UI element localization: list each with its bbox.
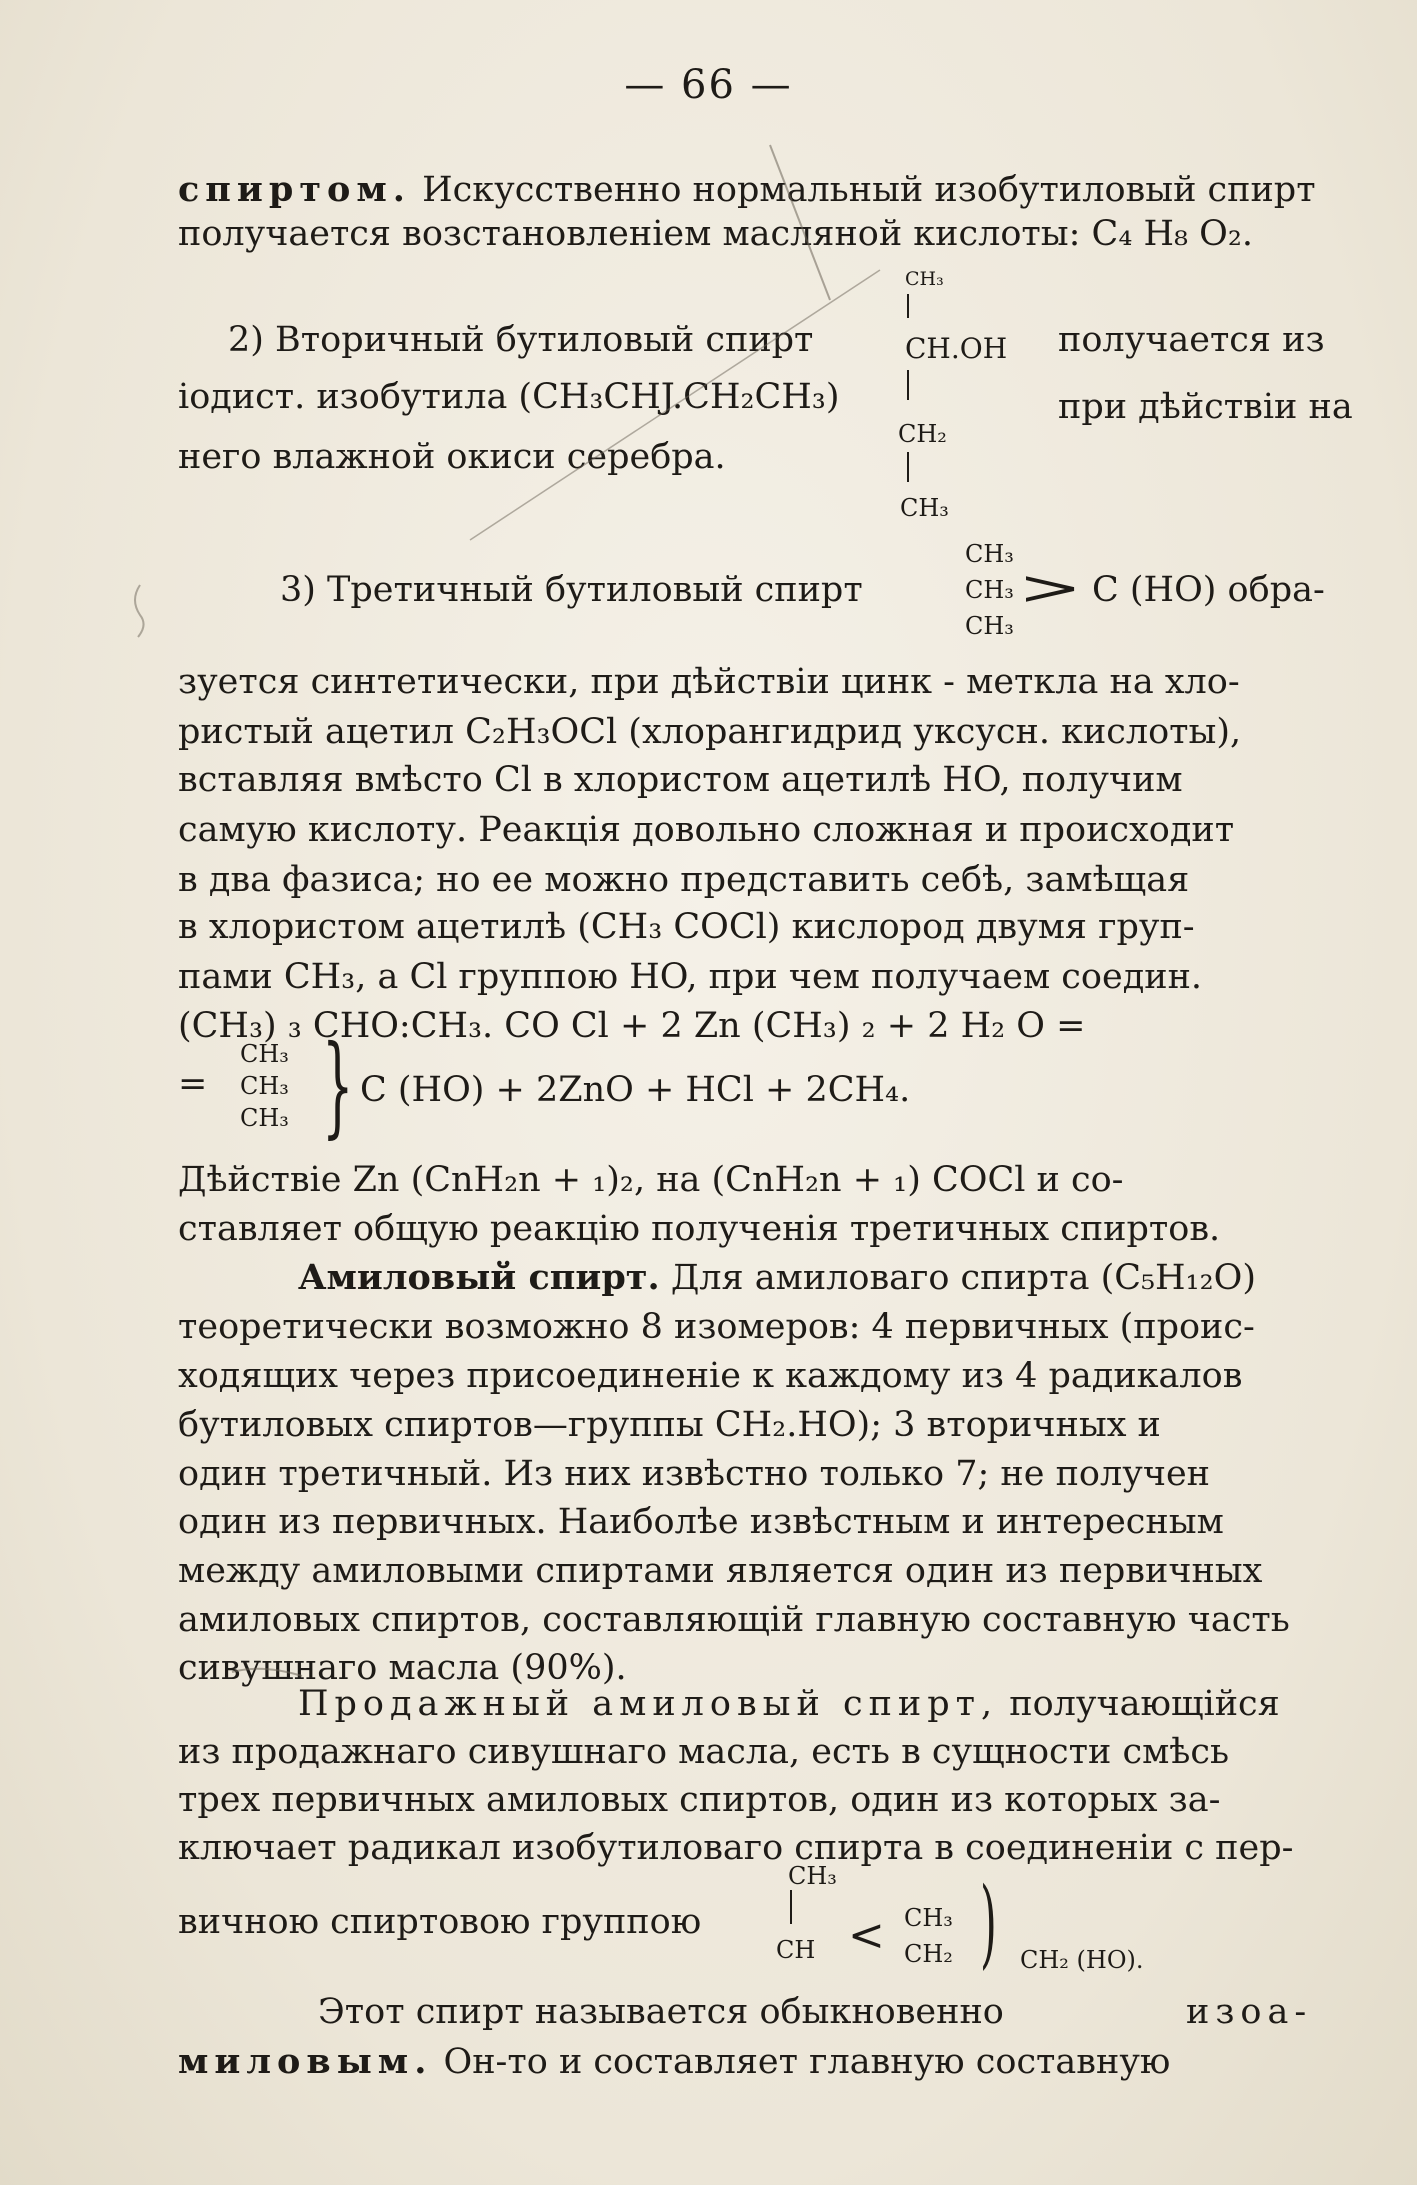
- text-line: ключает радикал изобутиловаго спирта в соединеніи с пер-: [178, 1828, 1294, 1868]
- text-line: іодист. изобутила (CH₃CHJ.CH₂CH₃): [178, 377, 840, 417]
- text-line: между амиловыми спиртами является один из первичных: [178, 1551, 1263, 1591]
- text-line: самую кислоту. Реакція довольно сложная и происходит: [178, 810, 1235, 850]
- formula-choh: CH.OH: [905, 332, 1008, 365]
- text-line: в два фазиса; но ее можно представить себѣ, замѣщая: [178, 860, 1190, 900]
- text-span: Для амиловаго спирта (C₅H₁₂O): [670, 1258, 1256, 1298]
- bracket-gt: >: [1017, 560, 1083, 616]
- text-line: Этот спирт называется обыкновенно: [318, 1992, 1004, 2032]
- bond-line: [907, 452, 909, 482]
- formula-ch3: CH₃: [240, 1072, 289, 1100]
- text-line: [178, 168, 1316, 212]
- text-line: получается возстановленіем масляной кислоты: C₄ H₈ O₂.: [178, 214, 1254, 254]
- text-line: получается из: [1058, 320, 1325, 360]
- right-paren: ): [980, 1867, 997, 1979]
- text-line: при дѣйствіи на: [1058, 387, 1353, 427]
- curly-brace: }: [322, 1021, 354, 1149]
- formula-ch3: CH₃: [965, 540, 1014, 568]
- formula-ch3: CH₃: [900, 494, 949, 522]
- spaced-term: спиртом.: [178, 169, 411, 210]
- text-line: бутиловых спиртов—группы CH₂.HO); 3 вторичных и: [178, 1405, 1161, 1445]
- page-number: — 66 —: [624, 62, 793, 108]
- section-heading: Амиловый спирт.: [298, 1257, 660, 1298]
- spaced-term: Продажный амиловый спирт,: [298, 1684, 999, 1724]
- text-line: вичною спиртовою группою: [178, 1902, 702, 1942]
- text-line: [178, 2040, 1170, 2084]
- text-line: [298, 1256, 1256, 1300]
- formula-ch3: CH₃: [240, 1104, 289, 1132]
- bond-line: [907, 294, 909, 318]
- formula-ch: CH: [776, 1936, 816, 1964]
- formula-ch2-ho: CH₂ (HO).: [1020, 1946, 1144, 1974]
- spaced-term: миловым.: [178, 2041, 433, 2082]
- text-line: ристый ацетил C₂H₃OCl (хлорангидрид уксусн. кислоты),: [178, 712, 1242, 752]
- text-line: из продажнаго сивушнаго масла, есть в сущности смѣсь: [178, 1732, 1230, 1772]
- bracket-lt: <: [848, 1910, 885, 1961]
- text-line: теоретически возможно 8 изомеров: 4 первичных (проис-: [178, 1307, 1255, 1347]
- equation-line: (CH₃) ₃ CHO:CH₃. CO Cl + 2 Zn (CH₃) ₂ + 2 H₂ O =: [178, 1006, 1086, 1046]
- formula-ch3: CH₃: [965, 612, 1014, 640]
- text-line: трех первичных амиловых спиртов, один из которых за-: [178, 1780, 1221, 1820]
- text-span: получающійся: [1009, 1684, 1280, 1724]
- equals-sign: =: [178, 1064, 208, 1104]
- formula-ch3: CH₃: [788, 1862, 837, 1890]
- text-line: ставляет общую реакцію полученія третичных спиртов.: [178, 1209, 1221, 1249]
- text-line: вставляя вмѣсто Cl в хлористом ацетилѣ HO, получим: [178, 760, 1183, 800]
- text-line: [298, 1682, 1280, 1726]
- text-line: один третичный. Из них извѣстно только 7; не получен: [178, 1454, 1211, 1494]
- text-line: пами CH₃, а Cl группою HO, при чем получаем соедин.: [178, 957, 1203, 997]
- text-line: зуется синтетически, при дѣйствіи цинк - меткла на хло-: [178, 662, 1240, 702]
- text-line: амиловых спиртов, составляющій главную составную часть: [178, 1600, 1290, 1640]
- text-line: Дѣйствіе Zn (CnH₂n + ₁)₂, на (CnH₂n + ₁) COCl и со-: [178, 1160, 1124, 1200]
- bond-line: [907, 370, 909, 400]
- formula-ch2: CH₂: [904, 1940, 953, 1968]
- formula-ch3: CH₃: [965, 576, 1014, 604]
- equation-line: C (HO) + 2ZnO + HCl + 2CH₄.: [360, 1070, 911, 1110]
- text-line: 2) Вторичный бутиловый спирт: [228, 320, 814, 360]
- formula-ch2: CH₂: [898, 420, 947, 448]
- formula-ch3: CH₃: [904, 1904, 953, 1932]
- text-line: сивушнаго масла (90%).: [178, 1648, 627, 1688]
- text-line: него влажной окиси серебра.: [178, 437, 726, 477]
- text-line: C (HO) обра-: [1092, 570, 1325, 610]
- text-span: Он-то и составляет главную составную: [443, 2042, 1171, 2082]
- text-line: в хлористом ацетилѣ (CH₃ COCl) кислород двумя груп-: [178, 907, 1195, 947]
- text-span: Искусственно нормальный изобутиловый спирт: [422, 170, 1316, 210]
- spaced-term: изоа-: [1186, 1992, 1313, 2032]
- text-line: ходящих через присоединеніе к каждому из 4 радикалов: [178, 1356, 1243, 1396]
- bond-line: [790, 1890, 792, 1924]
- formula-ch3: CH₃: [240, 1040, 289, 1068]
- text-line: 3) Третичный бутиловый спирт: [280, 570, 863, 610]
- formula-ch3: CH₃: [905, 268, 944, 290]
- text-line: один из первичных. Наиболѣе извѣстным и интересным: [178, 1502, 1224, 1542]
